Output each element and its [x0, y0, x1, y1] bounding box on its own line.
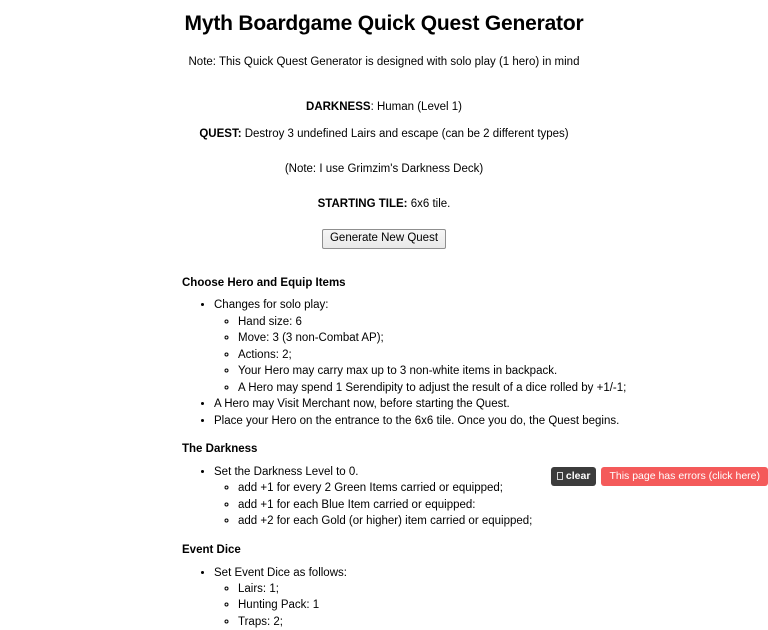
quest-line	[0, 127, 768, 142]
list-item	[214, 413, 768, 429]
list-item	[238, 597, 768, 613]
event-dice-sublist	[214, 581, 768, 630]
list-item-text: Place your Hero on the entrance to the 6x6 tile. Once you do, the Quest begins.	[214, 414, 620, 427]
starting-tile-line	[0, 197, 768, 212]
darkness-separator: :	[370, 101, 377, 114]
deck-note: (Note: I use Grimzim's Darkness Deck)	[284, 163, 484, 175]
generate-new-quest-button[interactable]: Generate New Quest	[322, 229, 446, 249]
list-item-text: Actions: 2;	[238, 348, 292, 361]
quest-label: QUEST:	[199, 128, 242, 141]
list-item	[238, 380, 768, 396]
list-item	[238, 314, 768, 330]
list-item-text: Move: 3 (3 non-Combat AP);	[238, 332, 384, 345]
list-item-text: Hand size: 6	[238, 315, 302, 328]
list-item-text: Lairs: 1;	[238, 583, 279, 596]
list-item-text: add +2 for each Gold (or higher) item carried or equipped;	[238, 515, 533, 528]
list-item-text: Set Event Dice as follows:	[214, 566, 347, 579]
page-root	[0, 11, 768, 630]
list-item-text: Your Hero may carry max up to 3 non-white items in backpack.	[238, 365, 558, 378]
list-item-text: Hunting Pack: 1	[238, 599, 320, 612]
quest-value: Destroy 3 undefined Lairs and escape (can be 2 different types)	[241, 128, 569, 141]
clear-errors-button[interactable]	[551, 467, 597, 487]
list-item	[214, 396, 768, 412]
list-item-text: add +1 for every 2 Green Items carried or equipped;	[238, 482, 503, 495]
list-item-text: Traps: 2;	[238, 615, 283, 628]
list-item	[214, 565, 768, 630]
list-item-text: A Hero may Visit Merchant now, before starting the Quest.	[214, 398, 510, 411]
starting-tile-label: STARTING TILE:	[317, 197, 408, 210]
hero-list	[0, 297, 768, 429]
darkness-value: Human (Level 1)	[376, 101, 462, 114]
list-item-text: A Hero may spend 1 Serendipity to adjust the result of a dice rolled by +1/-1;	[238, 381, 627, 394]
list-item	[238, 581, 768, 597]
list-item	[214, 297, 768, 396]
section-heading-hero: Choose Hero and Equip Items	[182, 276, 346, 289]
page-errors-banner[interactable]: This page has errors (click here)	[601, 467, 768, 487]
quest-summary	[0, 100, 768, 248]
generate-button-container	[0, 228, 768, 249]
page-note: Note: This Quick Quest Generator is designed with solo play (1 hero) in mind	[188, 56, 580, 69]
clear-errors-label: clear	[565, 469, 591, 482]
error-widget	[551, 467, 768, 487]
list-item	[238, 330, 768, 346]
list-item	[238, 513, 768, 529]
list-item	[238, 497, 768, 513]
list-item-text: Set the Darkness Level to 0.	[214, 465, 359, 478]
darkness-label: DARKNESS	[306, 101, 371, 114]
hero-sublist	[214, 314, 768, 396]
list-item	[238, 347, 768, 363]
list-item-text: Changes for solo play:	[214, 299, 329, 312]
clear-icon	[557, 472, 563, 480]
darkness-line	[0, 100, 768, 115]
list-item	[238, 614, 768, 630]
section-heading-event-dice: Event Dice	[182, 543, 241, 556]
section-heading-darkness: The Darkness	[182, 442, 258, 455]
darkness-sublist	[214, 480, 768, 529]
list-item	[238, 363, 768, 379]
page-title: Myth Boardgame Quick Quest Generator	[184, 12, 584, 35]
starting-tile-value: 6x6 tile.	[407, 197, 451, 210]
list-item-text: add +1 for each Blue Item carried or equipped:	[238, 498, 476, 511]
event-dice-list	[0, 565, 768, 630]
